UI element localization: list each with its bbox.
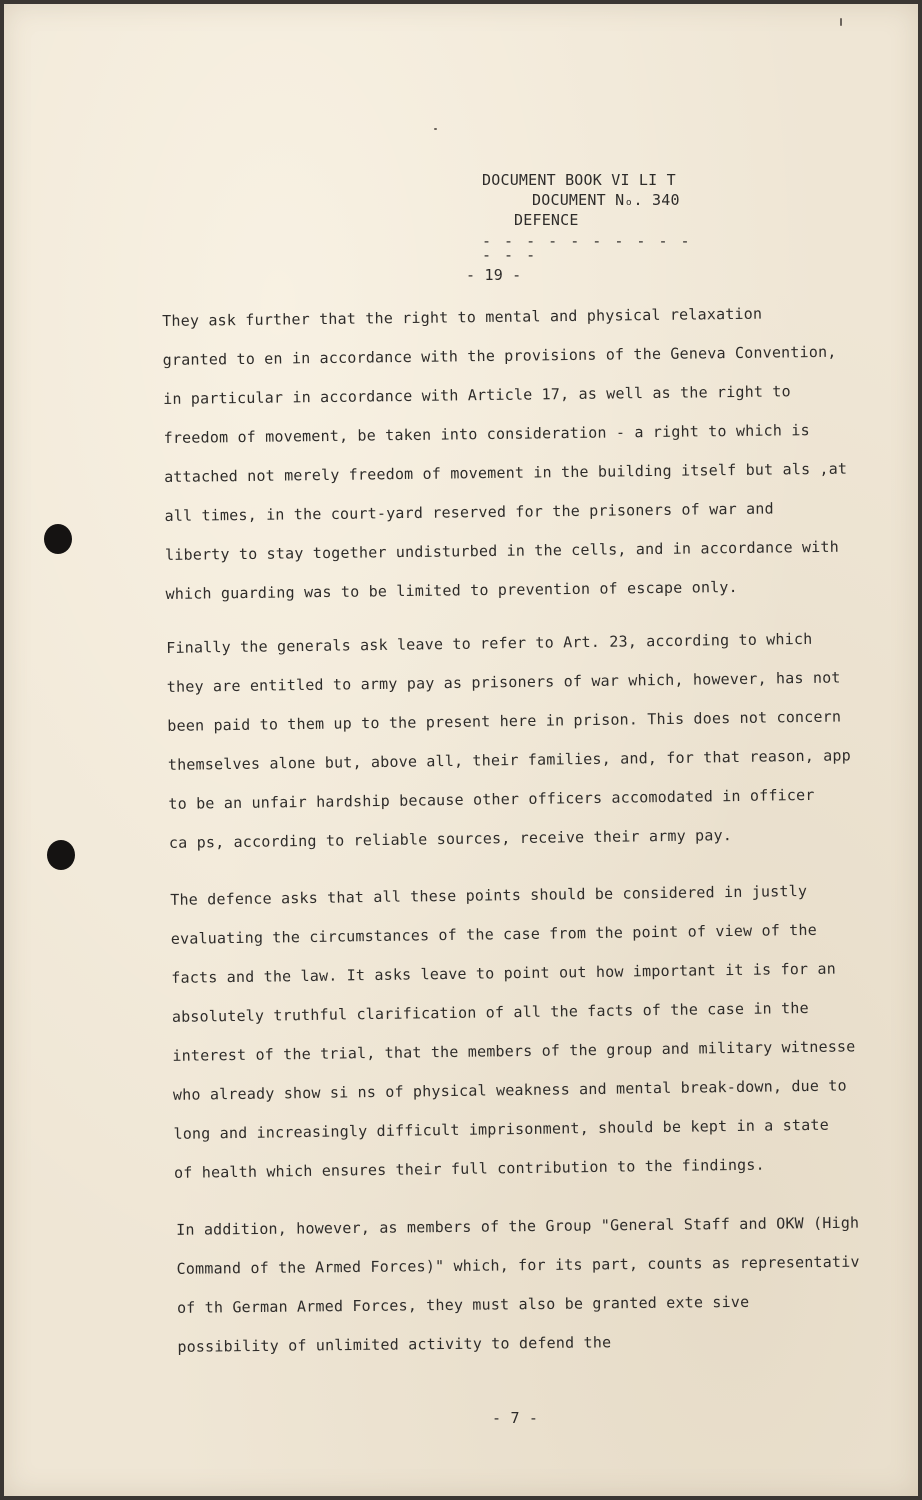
header-document-number: DOCUMENT Nₒ. 340 [532, 191, 680, 209]
page-number-top: - 19 - [466, 266, 522, 284]
text-line: of health which ensures their full contribution to the findings. [173, 1155, 765, 1182]
text-line: who already show si ns of physical weakness and mental break-down, due to [172, 1076, 847, 1104]
text-line: attached not merely freedom of movement in the building itself but als ,at [164, 459, 848, 486]
text-line: facts and the law. It asks leave to point out how important it is for an [171, 959, 837, 987]
paragraph [162, 293, 906, 614]
header-defence: DEFENCE [514, 211, 579, 229]
text-line: Finally the generals ask leave to refer to Art. 23, according to which [166, 629, 813, 657]
page-number-bottom: - 7 - [492, 1409, 539, 1427]
header-dashed-rule: - - - - - - - - - - - - - [482, 232, 692, 264]
document-header [482, 170, 712, 262]
paragraph [162, 619, 905, 863]
text-line: evaluating the circumstances of the case from the point of view of the [170, 920, 818, 948]
punch-hole-upper [44, 524, 72, 554]
paper-speck [840, 18, 842, 26]
punch-hole-lower [47, 840, 75, 870]
text-line: themselves alone but, above all, their families, and, for that reason, app [167, 746, 852, 774]
text-line: of th German Armed Forces, they must also be granted exte sive [176, 1292, 750, 1317]
text-line: granted to en in accordance with the provisions of the Geneva Convention, [162, 342, 837, 369]
paragraph [162, 1203, 904, 1367]
text-line: all times, in the court-yard reserved for the prisoners of war and [164, 499, 774, 525]
text-line: absolutely truthful clarification of all the facts of the case in the [171, 998, 809, 1026]
text-line: liberty to stay together undisturbed in the cells, and in accordance with [164, 537, 840, 564]
text-line: They ask further that the right to mental and physical relaxation [162, 304, 763, 330]
text-line: The defence asks that all these points should be considered in justly [170, 881, 808, 909]
paragraph [162, 871, 906, 1193]
paper-speck [434, 128, 437, 130]
document-page [4, 4, 918, 1496]
text-line: possibility of unlimited activity to defend the [177, 1333, 612, 1356]
text-line: long and increasingly difficult imprisonment, should be kept in a state [173, 1115, 829, 1143]
text-line: to be an unfair hardship because other officers accomodated in officer [168, 785, 815, 813]
text-line: in particular in accordance with Article 17, as well as the right to [163, 382, 791, 408]
text-line: freedom of movement, be taken into consideration - a right to which is [163, 421, 810, 447]
header-book-line: DOCUMENT BOOK VI LI T [482, 171, 676, 189]
text-line: been paid to them up to the present here in prison. This does not concern [167, 707, 842, 735]
text-line: which guarding was to be limited to prevention of escape only. [165, 577, 738, 603]
text-line: In addition, however, as members of the Group "General Staff and OKW (High [176, 1213, 860, 1239]
text-line: Command of the Armed Forces)" which, for its part, counts as representativ [176, 1252, 860, 1278]
text-line: interest of the trial, that the members of the group and military witnesse [172, 1037, 856, 1065]
text-line: ca ps, according to reliable sources, receive their army pay. [168, 826, 733, 852]
text-line: they are entitled to army pay as prisoners of war which, however, has not [166, 668, 841, 696]
document-body [162, 302, 902, 1367]
